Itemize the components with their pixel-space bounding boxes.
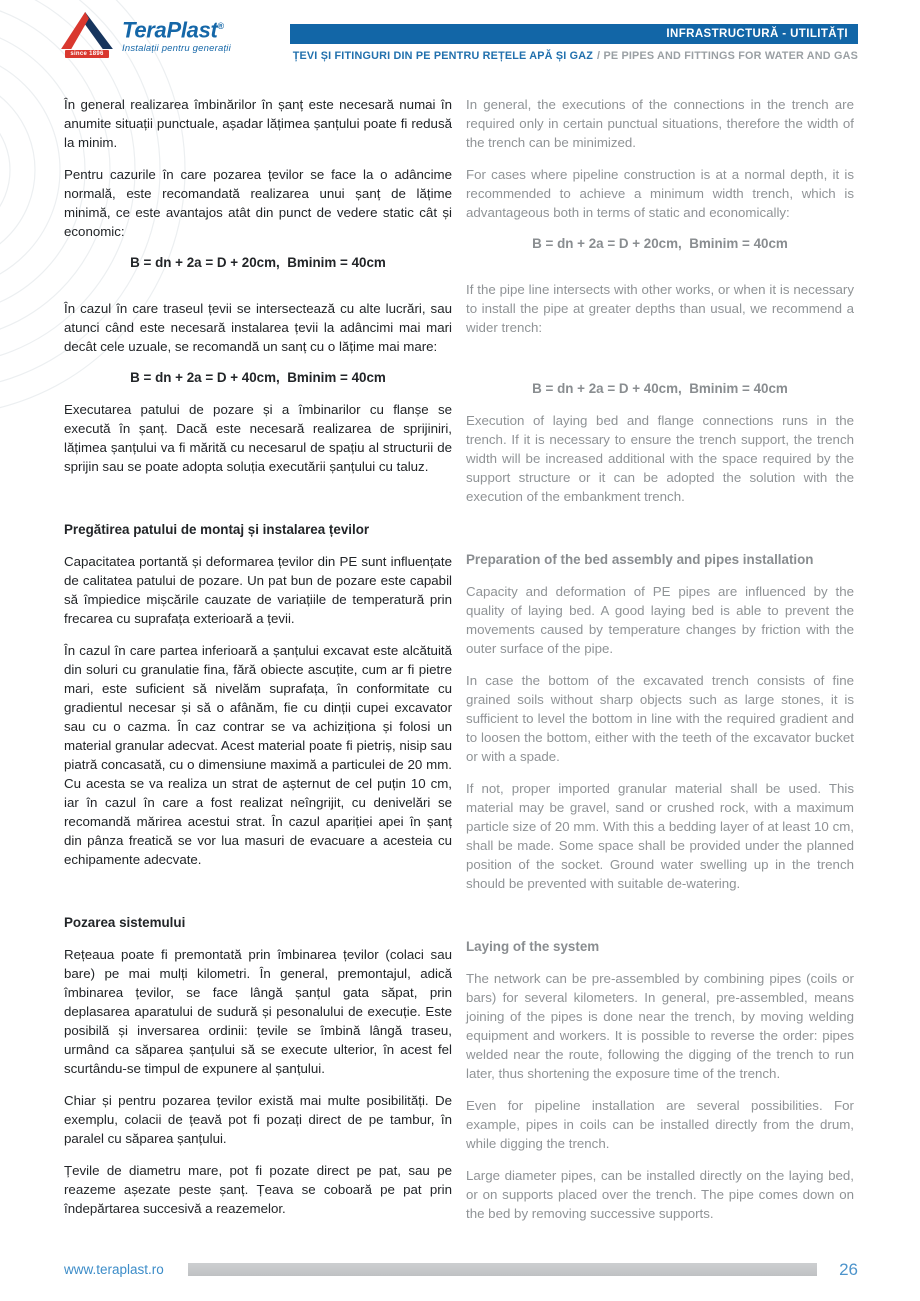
footer-divider-bar xyxy=(188,1263,817,1276)
paragraph-ro-normal-depth: Pentru cazurile în care pozarea țevilor se face la o adâncime normală, este recomandată realizarea unui șanț de lățime minimă, ce este avantajos atât din punct de vedere static cât și economic: xyxy=(64,167,452,239)
paragraph-en-preassembly: The network can be pre-assembled by combining pipes (coils or bars) for several kilometers. In general, pre-assembled, means joining of the pipes is done near the trench, by moving welding equipment and workers. It is possible to reverse the order: pipes welded near the route, following the digging of the trench to run later, thus shortening the exposure time of the trench. xyxy=(466,971,854,1081)
triangle-logo-icon xyxy=(61,12,113,49)
paragraph-en-bearing-capacity: Capacity and deformation of PE pipes are influenced by the quality of laying bed. A good laying bed is able to prevent the movements caused by temperature changes by friction with the outer surface of the pipe. xyxy=(466,584,854,656)
paragraph-ro-trench-connections: În general realizarea îmbinărilor în șanț este necesară numai în anumite situații punctuale, așadar lățimea șanțului poate fi redusă la minim. xyxy=(64,97,452,150)
content-columns xyxy=(64,95,854,1223)
formula-ro-trench-width-wide: B = dn + 2a = D + 40cm, Bminim = 40cm xyxy=(130,370,386,385)
subtitle-english: / PE PIPES AND FITTINGS FOR WATER AND GAS xyxy=(597,50,858,62)
section-heading-ro-system-laying: Pozarea sistemului xyxy=(64,915,186,930)
website-link[interactable]: www.teraplast.ro xyxy=(64,1261,164,1277)
brand-tagline: Instalații pentru generații xyxy=(122,43,231,55)
formula-en-trench-width-wide: B = dn + 2a = D + 40cm, Bminim = 40cm xyxy=(532,381,788,396)
category-bar xyxy=(290,24,858,44)
teraplast-logo xyxy=(60,12,231,58)
paragraph-ro-large-diameter: Țevile de diametru mare, pot fi pozate direct pe pat, sau pe reazeme așezate peste șanț. Țeava se coboară pe pat prin îndepărtarea succesivă a reazemelor. xyxy=(64,1163,452,1216)
paragraph-en-coil-laying: Even for pipeline installation are several possibilities. For example, pipes in coils can be installed directly from the drum, while digging the trench. xyxy=(466,1098,854,1151)
paragraph-ro-coil-laying: Chiar și pentru pozarea țevilor există mai multe posibilități. De exemplu, colacii de țeavă pot fi pozați direct de pe tambur, în paralel cu săparea șanțului. xyxy=(64,1093,452,1146)
category-label: INFRASTRUCTURĂ - UTILITĂȚI xyxy=(666,28,848,40)
formula-ro-trench-width-normal: B = dn + 2a = D + 20cm, Bminim = 40cm xyxy=(130,255,386,270)
paragraph-en-intersections: If the pipe line intersects with other works, or when it is necessary to install the pipe at greater depths than usual, we recommend a wider trench: xyxy=(466,282,854,335)
document-subtitle xyxy=(293,50,858,62)
paragraph-en-granular-material: If not, proper imported granular material shall be used. This material may be gravel, sand or crushed rock, with a maximum particle size of 20 mm. With this a bedding layer of at least 10 cm, shall be made. Some space shall be provided under the planned position of the socket. Ground water swelling up in the trench should be prevented with suitable de-watering. xyxy=(466,781,854,891)
paragraph-en-laying-bed-execution: Execution of laying bed and flange connections runs in the trench. If it is necessary to ensure the trench support, the trench width will be increased additional with the space required by the support structure or it can be adopted the solution with the execution of the embankment trench. xyxy=(466,413,854,504)
section-heading-en-system-laying: Laying of the system xyxy=(466,939,600,954)
page-footer xyxy=(64,1256,858,1282)
column-romanian xyxy=(64,95,452,1223)
paragraph-ro-preassembly: Rețeaua poate fi premontată prin îmbinarea țevilor (colaci sau bare) pe mai mulți kilometri. În general, premontajul, adică îmbinarea țevilor, se face lângă șanțul gata săpat, prin deplasarea aparatului de sudură și pesonalului de execuție. Este posibilă și inversarea ordinii: țevile se îmbină lângă traseu, urmând ca săparea șanțului să se execute ulterior, în acest fel scurtându-se timpul de expunere al șanțului. xyxy=(64,947,452,1076)
paragraph-en-trench-bottom-soils: In case the bottom of the excavated trench consists of fine grained soils without sharp objects such as large stones, it is sufficient to level the bottom in line with the required gradient and to loosen the bottom, either with the teeth of the excavator bucket or with a spade. xyxy=(466,673,854,764)
section-heading-ro-bed-preparation: Pregătirea patului de montaj și instalarea țevilor xyxy=(64,522,370,537)
teraplast-logo-mark xyxy=(60,12,114,58)
paragraph-ro-intersections: În cazul în care traseul țevii se intersectează cu alte lucrări, sau atunci când este necesară instalarea țevii la adâncimi mai mari decât cele uzuale, se recomandă un sanț cu o lățime mai mare: xyxy=(64,301,452,354)
paragraph-ro-trench-bottom-soils: În cazul în care partea inferioară a șanțului excavat este alcătuită din soluri cu granulatie fina, fără obiecte ascuțite, cum ar fi pietre mari, este suficient să nivelăm suprafața, în conformitate cu gradientul necesar și să o afânăm, fie cu dinții cupei excavator sau cu o cazma. În caz contrar se va achiziționa și folosi un material granular adecvat. Acest material poate fi pietriș, nisip sau piatră concasată, cu o dimensiune maximă a particulei de 20 mm. Cu acesta se va realiza un strat de așternut de cel puțin 10 cm, iar în cazul în care a fost realizat neîngrijit, cu denivelări se recomandă mărirea acestui strat. În cazul apariției apei în șanț din pânza freatică se vor lua masuri de evacuare a acesteia cu echipamente adecvate. xyxy=(64,643,452,867)
paragraph-ro-laying-bed-execution: Executarea patului de pozare și a îmbinarilor cu flanșe se execută în șanț. Dacă este necesară realizarea de sprijiniri, lățimea șanțului va fi mărită cu necesarul de spațiu al structurii de sprijin sau se poate adopta soluția executării șanțului cu taluz. xyxy=(64,402,452,474)
formula-en-trench-width-normal: B = dn + 2a = D + 20cm, Bminim = 40cm xyxy=(532,236,788,251)
page-header xyxy=(0,0,920,84)
page-number: 26 xyxy=(839,1259,858,1279)
subtitle-romanian: ȚEVI ȘI FITINGURI DIN PE PENTRU REȚELE APĂ ȘI GAZ xyxy=(292,50,594,62)
paragraph-en-large-diameter: Large diameter pipes, can be installed directly on the laying bed, or on supports placed over the trench. The pipe comes down on the bed by removing successive supports. xyxy=(466,1168,854,1221)
registered-mark: ® xyxy=(217,21,224,31)
brand-name: TeraPlast® xyxy=(122,17,224,43)
paragraph-en-trench-connections: In general, the executions of the connections in the trench are required only in certain punctual situations, therefore the width of the trench can be minimized. xyxy=(466,97,854,150)
logo-text xyxy=(122,12,231,54)
paragraph-en-normal-depth: For cases where pipeline construction is at a normal depth, it is recommended to achieve a minimum width trench, which is advantageous both in terms of static and economically: xyxy=(466,167,854,220)
since-badge: since 1896 xyxy=(65,50,108,58)
section-heading-en-bed-preparation: Preparation of the bed assembly and pipes installation xyxy=(466,552,814,567)
column-english xyxy=(466,95,854,1223)
paragraph-ro-bearing-capacity: Capacitatea portantă și deformarea țevilor din PE sunt influențate de calitatea patului de pozare. Un pat bun de pozare este capabil să împiedice mișcările cauzate de variațiile de temperatură prin frecarea cu suprafața exterioară a țevii. xyxy=(64,554,452,626)
